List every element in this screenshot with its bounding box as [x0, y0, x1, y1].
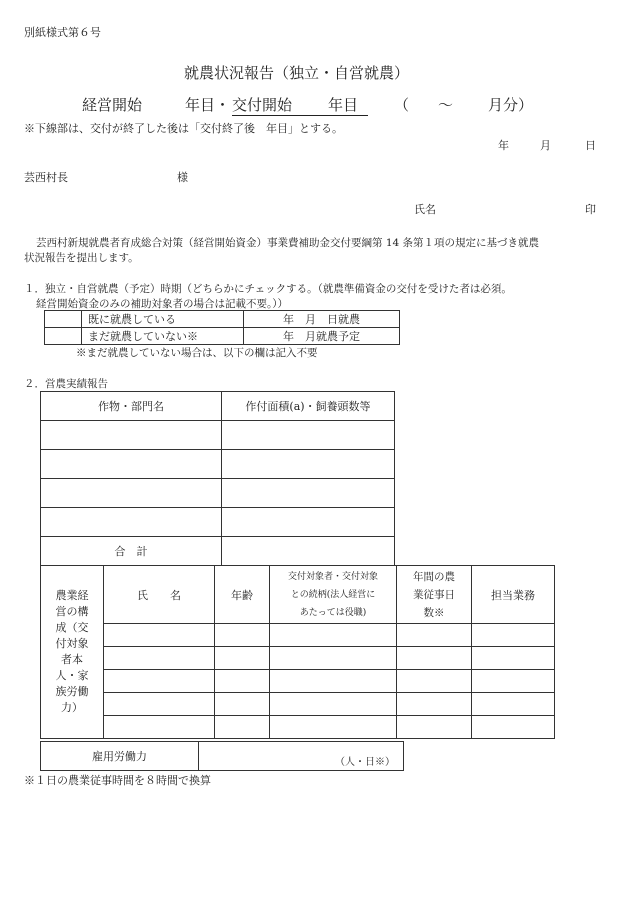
- underline-note: ※下線部は、交付が終了した後は「交付終了後 年目」とする。: [24, 122, 343, 135]
- checkbox-employed[interactable]: [45, 311, 82, 328]
- labor-row: [41, 624, 555, 647]
- status-label-not-employed: まだ就農していない※: [82, 328, 244, 345]
- duty-cell[interactable]: [472, 624, 555, 647]
- addressee-name: 芸西村長: [24, 171, 68, 184]
- hired-labor-unit: （人・日※）: [335, 757, 395, 768]
- footnote: ※１日の農業従事時間を８時間で換算: [24, 774, 211, 787]
- name-cell[interactable]: [104, 693, 215, 716]
- hired-labor-table: [40, 741, 404, 771]
- subtitle-grant-year: 年目: [328, 96, 359, 114]
- name-header: 氏 名: [104, 566, 215, 624]
- date-month: 月: [540, 139, 551, 152]
- days-header-line-3: 数※: [423, 606, 445, 619]
- days-cell[interactable]: [397, 624, 472, 647]
- signature-name-label: 氏名: [414, 203, 436, 216]
- labor-row: [41, 647, 555, 670]
- days-cell[interactable]: [397, 693, 472, 716]
- status-row-not-employed: [45, 328, 400, 345]
- intro-line-2: 状況報告を提出します。: [24, 252, 139, 264]
- relation-header-line-1: 交付対象者・交付対象: [287, 571, 378, 582]
- duty-cell[interactable]: [472, 647, 555, 670]
- age-header: 年齢: [215, 566, 270, 624]
- crop-header: 作物・部門名: [41, 392, 222, 421]
- crop-table: [40, 391, 395, 566]
- labor-row: [41, 716, 555, 739]
- section1-line-2: 経営開始資金のみの補助対象者の場合は記載不要。））: [36, 298, 288, 310]
- hired-labor-row: [41, 742, 404, 771]
- subtitle-year-count: 年目・: [185, 96, 231, 114]
- labor-side-label: 農業経営の構成（交付対象者本人・家族労働力）: [55, 589, 89, 714]
- subtitle-management-start: 経営開始: [82, 96, 143, 114]
- crop-cell[interactable]: [41, 421, 222, 450]
- status-label-employed: 既に就農している: [82, 311, 244, 328]
- status-value-not-employed[interactable]: 年 月就農予定: [244, 328, 400, 345]
- area-cell[interactable]: [222, 421, 395, 450]
- labor-table: [40, 565, 555, 739]
- area-cell[interactable]: [222, 479, 395, 508]
- addressee-honorific: 様: [177, 171, 188, 184]
- subtitle-month: 月分）: [488, 96, 534, 114]
- days-header-line-2: 業従事日: [413, 588, 455, 601]
- duty-cell[interactable]: [472, 693, 555, 716]
- duty-cell[interactable]: [472, 670, 555, 693]
- duty-header: 担当業務: [472, 566, 555, 624]
- age-cell[interactable]: [215, 693, 270, 716]
- relation-cell[interactable]: [270, 693, 397, 716]
- relation-header: [270, 566, 397, 624]
- crop-cell[interactable]: [41, 479, 222, 508]
- status-value-employed[interactable]: 年 月 日就農: [244, 311, 400, 328]
- subtitle-tilde: ～: [438, 96, 454, 114]
- age-cell[interactable]: [215, 647, 270, 670]
- relation-header-line-2: との続柄(法人経営に: [290, 589, 376, 600]
- age-cell[interactable]: [215, 624, 270, 647]
- labor-header-row: [41, 566, 555, 624]
- subtitle-paren-open: （: [394, 96, 410, 114]
- hired-labor-value[interactable]: [199, 742, 404, 771]
- days-cell[interactable]: [397, 716, 472, 739]
- page-title: 就農状況報告（独立・自営就農）: [184, 64, 410, 82]
- hired-labor-label: 雇用労働力: [41, 742, 199, 771]
- crop-total-row: [41, 537, 395, 566]
- crop-row: [41, 450, 395, 479]
- days-header: [397, 566, 472, 624]
- relation-cell[interactable]: [270, 716, 397, 739]
- name-cell[interactable]: [104, 716, 215, 739]
- seal-mark: 印: [585, 203, 596, 216]
- labor-side-label-cell: [41, 566, 104, 739]
- crop-cell[interactable]: [41, 450, 222, 479]
- duty-cell[interactable]: [472, 716, 555, 739]
- crop-row: [41, 479, 395, 508]
- relation-cell[interactable]: [270, 647, 397, 670]
- employment-status-table: [44, 310, 400, 345]
- crop-row: [41, 421, 395, 450]
- section1-line-1: １．独立・自営就農（予定）時期（どちらかにチェックする。（就農準備資金の交付を受けた者は必須。: [24, 283, 512, 295]
- days-cell[interactable]: [397, 647, 472, 670]
- checkbox-not-employed[interactable]: [45, 328, 82, 345]
- section2-heading: ２．営農実績報告: [24, 378, 108, 390]
- intro-line-1: 芸西村新規就農者育成総合対策（経営開始資金）事業費補助金交付要綱第 14 条第１項の規定に基づき就農: [36, 237, 540, 249]
- relation-header-line-3: あたっては役職): [299, 607, 367, 618]
- section1-note: ※まだ就農していない場合は、以下の欄は記入不要: [76, 347, 318, 359]
- crop-row: [41, 508, 395, 537]
- name-cell[interactable]: [104, 647, 215, 670]
- age-cell[interactable]: [215, 670, 270, 693]
- subtitle-underlined: [232, 94, 368, 116]
- total-cell[interactable]: [222, 537, 395, 566]
- labor-row: [41, 693, 555, 716]
- area-cell[interactable]: [222, 450, 395, 479]
- days-header-line-1: 年間の農: [413, 570, 455, 583]
- labor-row: [41, 670, 555, 693]
- name-cell[interactable]: [104, 670, 215, 693]
- status-row-employed: [45, 311, 400, 328]
- age-cell[interactable]: [215, 716, 270, 739]
- area-cell[interactable]: [222, 508, 395, 537]
- crop-header-row: [41, 392, 395, 421]
- form-number: 別紙様式第６号: [24, 26, 101, 39]
- days-cell[interactable]: [397, 670, 472, 693]
- name-cell[interactable]: [104, 624, 215, 647]
- relation-cell[interactable]: [270, 670, 397, 693]
- date-day: 日: [585, 139, 596, 152]
- area-header: 作付面積(a)・飼養頭数等: [222, 392, 395, 421]
- date-year: 年: [498, 139, 509, 152]
- total-label: 合 計: [41, 537, 222, 566]
- crop-cell[interactable]: [41, 508, 222, 537]
- subtitle-grant-start: 交付開始: [232, 96, 293, 114]
- relation-cell[interactable]: [270, 624, 397, 647]
